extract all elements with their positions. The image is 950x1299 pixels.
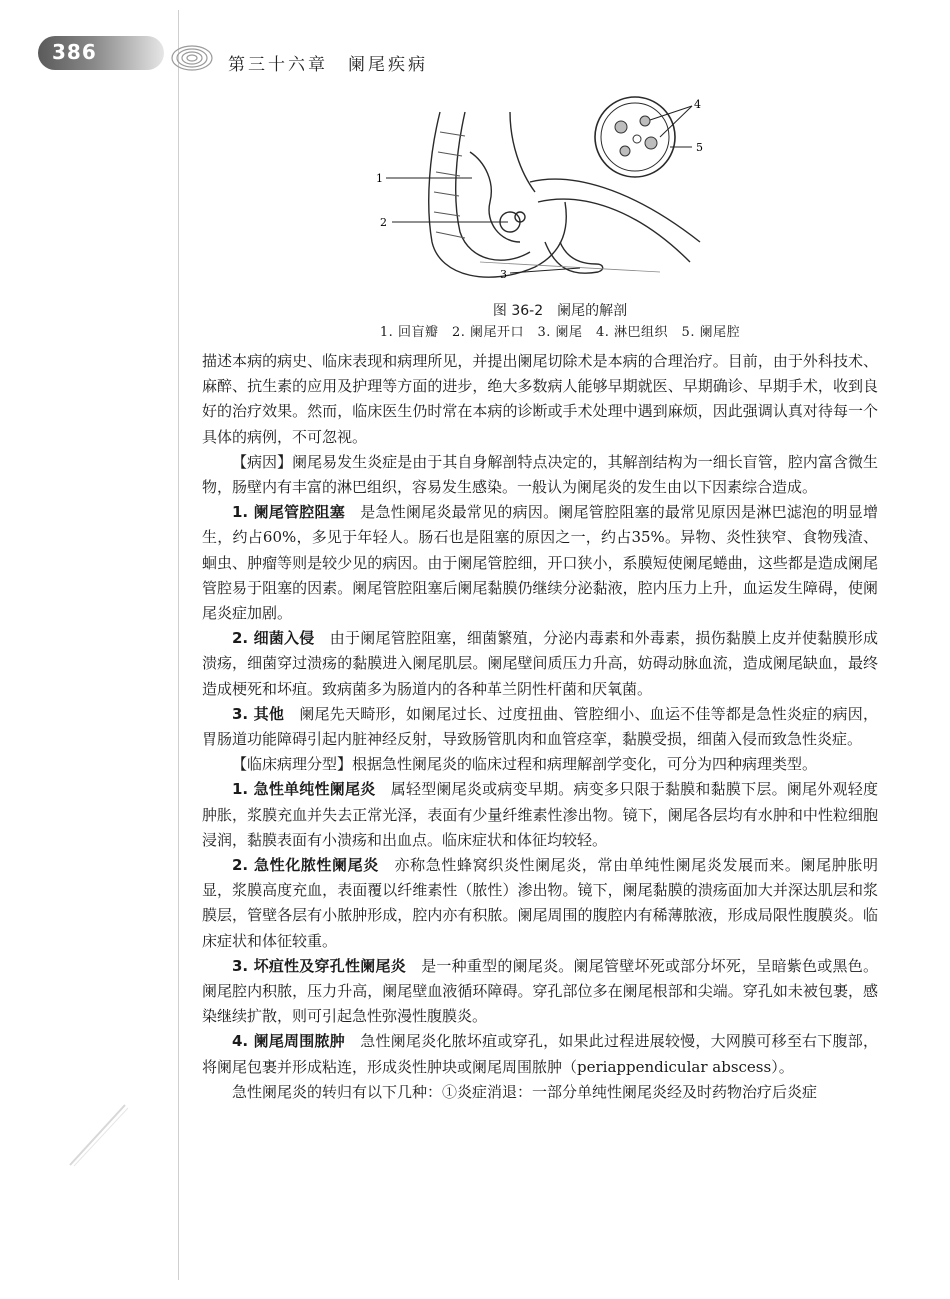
appendix-anatomy-figure — [370, 92, 730, 292]
type-4-text: 急性阑尾炎化脓坏疽或穿孔，如果此过程进展较慢，大网膜可移至右下腹部，将阑尾包裹并形成粘连，形成炎性肿块或阑尾周围脓肿（periappendicular abscess）。 — [202, 1032, 878, 1076]
etiology-label: 【病因】 — [232, 452, 293, 471]
cause-1-heading: 1. 阑尾管腔阻塞 — [232, 503, 345, 522]
type-4-paragraph — [202, 1029, 878, 1079]
figure-label-1: 1 — [376, 172, 383, 185]
type-1-text: 属轻型阑尾炎或病变早期。病变多只限于黏膜和黏膜下层。阑尾外观轻度肿胀，浆膜充血并失去正常光泽，表面有少量纤维素性渗出物。镜下，阑尾各层均有水肿和中性粒细胞浸润，黏膜表面有小溃疡和出血点。临床症状和体征均较轻。 — [202, 780, 878, 849]
cause-2-text: 由于阑尾管腔阻塞，细菌繁殖，分泌内毒素和外毒素，损伤黏膜上皮并使黏膜形成溃疡，细菌穿过溃疡的黏膜进入阑尾肌层。阑尾壁间质压力升高，妨碍动脉血流，造成阑尾缺血，最终造成梗死和坏疽。致病菌多为肠道内的各种革兰阴性杆菌和厌氧菌。 — [202, 629, 878, 698]
type-2-text: 亦称急性蜂窝织炎性阑尾炎，常由单纯性阑尾炎发展而来。阑尾肿胀明显，浆膜高度充血，表面覆以纤维素性（脓性）渗出物。镜下，阑尾黏膜的溃疡面加大并深达肌层和浆膜层，管壁各层有小脓肿形成，腔内亦有积脓。阑尾周围的腹腔内有稀薄脓液，形成局限性腹膜炎。临床症状和体征较重。 — [202, 856, 878, 950]
figure-caption: 图 36-2 阑尾的解剖 — [492, 303, 628, 319]
type-2-heading: 2. 急性化脓性阑尾炎 — [232, 856, 379, 875]
etiology-text: 阑尾易发生炎症是由于其自身解剖特点决定的，其解剖结构为一细长盲管，腔内富含微生物，肠壁内有丰富的淋巴组织，容易发生感染。一般认为阑尾炎的发生由以下因素综合造成。 — [202, 452, 878, 497]
cause-1-paragraph — [202, 500, 878, 626]
pencil-mark — [60, 1100, 130, 1170]
figure-label-2: 2 — [380, 216, 387, 229]
outcome-paragraph: 急性阑尾炎的转归有以下几种：①炎症消退：一部分单纯性阑尾炎经及时药物治疗后炎症 — [232, 1082, 818, 1101]
cause-3-paragraph — [202, 702, 878, 752]
type-1-heading: 1. 急性单纯性阑尾炎 — [232, 780, 376, 799]
type-3-heading: 3. 坏疽性及穿孔性阑尾炎 — [232, 956, 406, 975]
cause-3-heading: 3. 其他 — [232, 704, 285, 723]
page-gutter-line — [178, 10, 179, 1280]
type-4-heading: 4. 阑尾周围脓肿 — [232, 1032, 345, 1051]
figure-legend: 1. 回盲瓣 2. 阑尾开口 3. 阑尾 4. 淋巴组织 5. 阑尾腔 — [379, 325, 741, 340]
cause-1-text: 是急性阑尾炎最常见的病因。阑尾管腔阻塞的最常见原因是淋巴滤泡的明显增生，约占60%，多见于年轻人。肠石也是阻塞的原因之一，约占35%。异物、炎性狭窄、食物残渣、蛔虫、肿瘤等则是较少见的病因。由于阑尾管腔细，开口狭小，系膜短使阑尾蜷曲，这些都是造成阑尾管腔易于阻塞的因素。阑尾管腔阻塞后阑尾黏膜仍继续分泌黏液，腔内压力上升，血运发生障碍，使阑尾炎症加剧。 — [202, 503, 878, 623]
pathology-text: 根据急性阑尾炎的临床过程和病理解剖学变化，可分为四种病理类型。 — [352, 755, 818, 774]
figure-label-4: 4 — [694, 98, 701, 111]
cause-3-text: 阑尾先天畸形，如阑尾过长、过度扭曲、管腔细小、血运不佳等都是急性炎症的病因，胃肠道功能障碍引起内脏神经反射，导致肠管肌肉和血管痉挛，黏膜受损，细菌入侵而致急性炎症。 — [202, 704, 878, 749]
etiology-paragraph — [202, 450, 878, 500]
intro-paragraph: 描述本病的病史、临床表现和病理所见，并提出阑尾切除术是本病的合理治疗。目前，由于外科技术、麻醉、抗生素的应用及护理等方面的进步，绝大多数病人能够早期就医、早期确诊、早期手术，收到良好的治疗效果。然而，临床医生仍时常在本病的诊断或手术处理中遇到麻烦，因此强调认真对待每一个具体的病例，不可忽视。 — [202, 352, 878, 446]
type-1-paragraph — [202, 777, 878, 853]
page-number: 386 — [52, 40, 97, 64]
body-text — [202, 349, 878, 1105]
chapter-title: 第三十六章 阑尾疾病 — [228, 55, 428, 75]
decorative-swirl-icon — [168, 36, 216, 76]
type-3-paragraph — [202, 954, 878, 1030]
pathology-label: 【临床病理分型】 — [232, 755, 353, 774]
figure-label-3: 3 — [500, 268, 507, 281]
type-2-paragraph — [202, 853, 878, 954]
type-3-text: 是一种重型的阑尾炎。阑尾管壁坏死或部分坏死，呈暗紫色或黑色。阑尾腔内积脓，压力升高，阑尾壁血液循环障碍。穿孔部位多在阑尾根部和尖端。穿孔如未被包裹，感染继续扩散，则可引起急性弥漫性腹膜炎。 — [202, 956, 878, 1026]
figure-label-5: 5 — [696, 141, 703, 154]
cause-2-paragraph — [202, 626, 878, 702]
cause-2-heading: 2. 细菌入侵 — [232, 629, 315, 648]
pathology-paragraph — [202, 752, 878, 777]
